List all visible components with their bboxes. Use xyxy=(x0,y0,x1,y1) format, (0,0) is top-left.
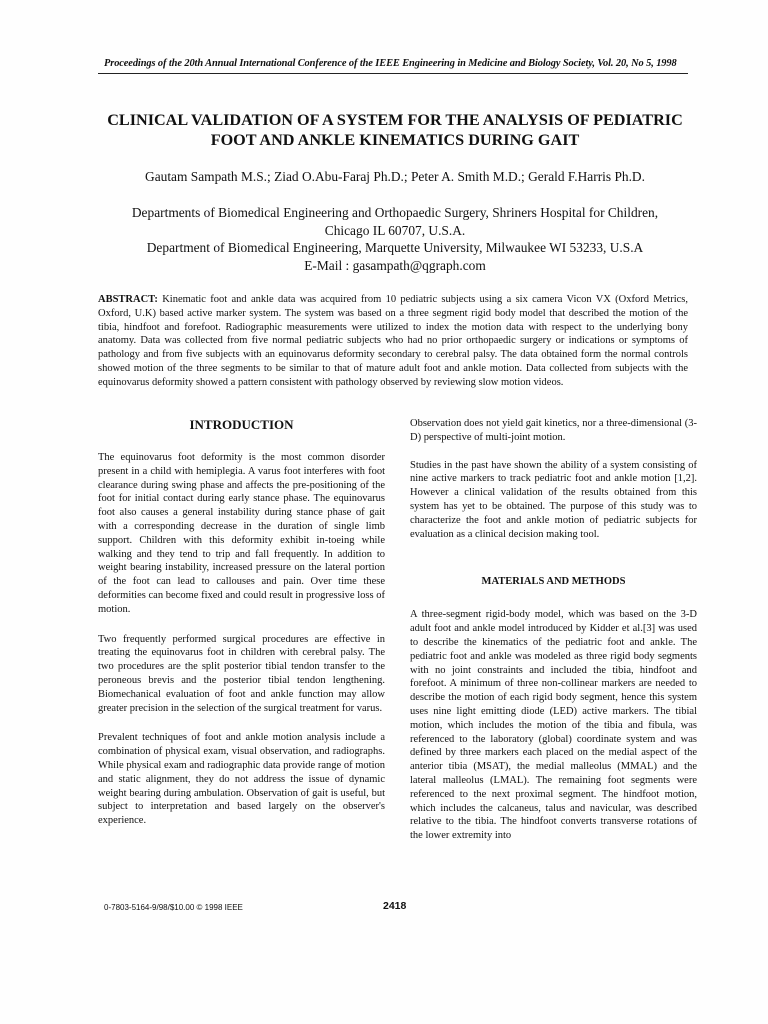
abstract xyxy=(98,293,688,390)
intro-paragraph-2: Two frequently performed surgical procedures are effective in treating the equinovarus foot in children with cerebral palsy. The two procedures are the split posterior tibial tendon transfer to the peroneous brevis and the posterior tibial tendon lengthening. Biomechanical evaluation of foot and ankle function may allow greater precision in the selection of the surgical treatment for varus. xyxy=(98,633,385,714)
affiliation-line-1: Departments of Biomedical Engineering and Orthopaedic Surgery, Shriners Hospital for Children, xyxy=(131,205,659,220)
header-rule xyxy=(98,73,688,74)
copyright-notice: 0-7803-5164-9/98/$10.00 © 1998 IEEE xyxy=(104,903,243,912)
methods-heading: MATERIALS AND METHODS xyxy=(481,576,626,588)
title-line-1: CLINICAL VALIDATION OF A SYSTEM FOR THE ANALYSIS OF PEDIATRIC xyxy=(107,111,683,129)
affiliations xyxy=(80,204,710,274)
intro-paragraph-1: The equinovarus foot deformity is the most common disorder present in a child with hemiplegia. A varus foot interferes with foot clearance during swing phase and affects the pre-positioning of the foot for initial contact during early stance phase. The equinovarus foot also causes a general instability during stance phase of gait with a corresponding decrease in the duration of single limb support. Children with this deformity exhibit in-toeing while walking and they tend to trip and fall frequently. In addition to weight bearing instability, increased pressure on the lateral portion of the foot can lead to callouses and pain. Over time these deformities can become fixed and could result in progressive loss of motion. xyxy=(98,452,385,615)
intro-paragraph-3: Prevalent techniques of foot and ankle motion analysis include a combination of physical exam, visual observation, and radiographs. While physical exam and radiographic data provide range of motion and static alignment, they do not address the issue of dynamic weight bearing during ambulation. Observation of gait is useful, but subject to interpretation and based largely on the observer's experience. xyxy=(98,732,385,827)
affiliation-line-2: Chicago IL 60707, U.S.A. xyxy=(324,222,466,238)
page-number: 2418 xyxy=(383,900,407,912)
author-list: Gautam Sampath M.S.; Ziad O.Abu-Faraj Ph.D.; Peter A. Smith M.D.; Gerald F.Harris Ph.D. xyxy=(145,169,645,184)
introduction-heading: INTRODUCTION xyxy=(189,417,294,432)
intro-paragraph-5: Studies in the past have shown the ability of a system consisting of nine active markers to track pediatric foot and ankle motion [1,2]. However a clinical validation of the results obtained from this system has yet to be obtained. The purpose of this study was to characterize the foot and ankle motion of pediatric subjects for evaluation as a clinical decision making tool. xyxy=(410,459,697,540)
affiliation-line-3: Department of Biomedical Engineering, Marquette University, Milwaukee WI 53233, U.S.A xyxy=(146,240,644,255)
right-column xyxy=(410,417,697,843)
title-line-2: FOOT AND ANKLE KINEMATICS DURING GAIT xyxy=(210,131,580,149)
running-head: Proceedings of the 20th Annual International Conference of the IEEE Engineering in Medicine and Biology Society, Vol. 20, No 5, 1998 xyxy=(104,58,677,69)
intro-paragraph-4: Observation does not yield gait kinetics, nor a three-dimensional (3-D) perspective of multi-joint motion. xyxy=(410,418,697,443)
methods-paragraph-1: A three-segment rigid-body model, which was based on the 3-D adult foot and ankle model introduced by Kidder et al.[3] was used to describe the kinematics of the pediatric foot and ankle. The pediatric foot and ankle was modeled as three rigid body segments with no joint constraints and included the tibia, hindfoot and forefoot. A minimum of three non-collinear markers are needed to describe the motion of each rigid body segment, hence this system uses nine light emitting diode (LED) active markers. The tibial motion, which includes the motion of the tibia and fibula, was referenced to the laboratory (global) coordinate system and was defined by three markers each placed on the medial aspect of the anterior tibia (MSAT), the medial malleolus (MMAL) and the lateral malleolus (LMAL). The remaining foot segments were referenced to the next proximal segment. The hindfoot motion, which includes the calcaneus, talus and navicular, was described relative to the tibia. The hindfoot converts transverse rotations of the lower extremity into xyxy=(410,609,697,842)
abstract-text: Kinematic foot and ankle data was acquired from 10 pediatric subjects using a six camera Vicon VX (Oxford Metrics, Oxford, U.K) based active marker system. The system was based on a three segment rigid body model that described the motion of the tibia, hindfoot and forefoot. Radiographic measurements were utilized to index the motion data with respect to the underlying bony anatomy. Data was collected from five normal pediatric subjects who had no prior orthopaedic surgery or indications or symptoms of pathology and from five subjects with an equinovarus deformity secondary to cerebral palsy. The data obtained form the normal controls showed motion of the three segments to be similar to that of mature adult foot and ankle motion. Data collected from subjects with the equinovarus deformity showed a pattern consistent with pathology observed by reviewing slow motion videos. xyxy=(98,294,688,388)
left-column xyxy=(98,417,385,828)
abstract-label: ABSTRACT: xyxy=(98,294,158,305)
paper-title xyxy=(80,110,710,150)
contact-email: E-Mail : gasampath@qgraph.com xyxy=(304,257,486,273)
